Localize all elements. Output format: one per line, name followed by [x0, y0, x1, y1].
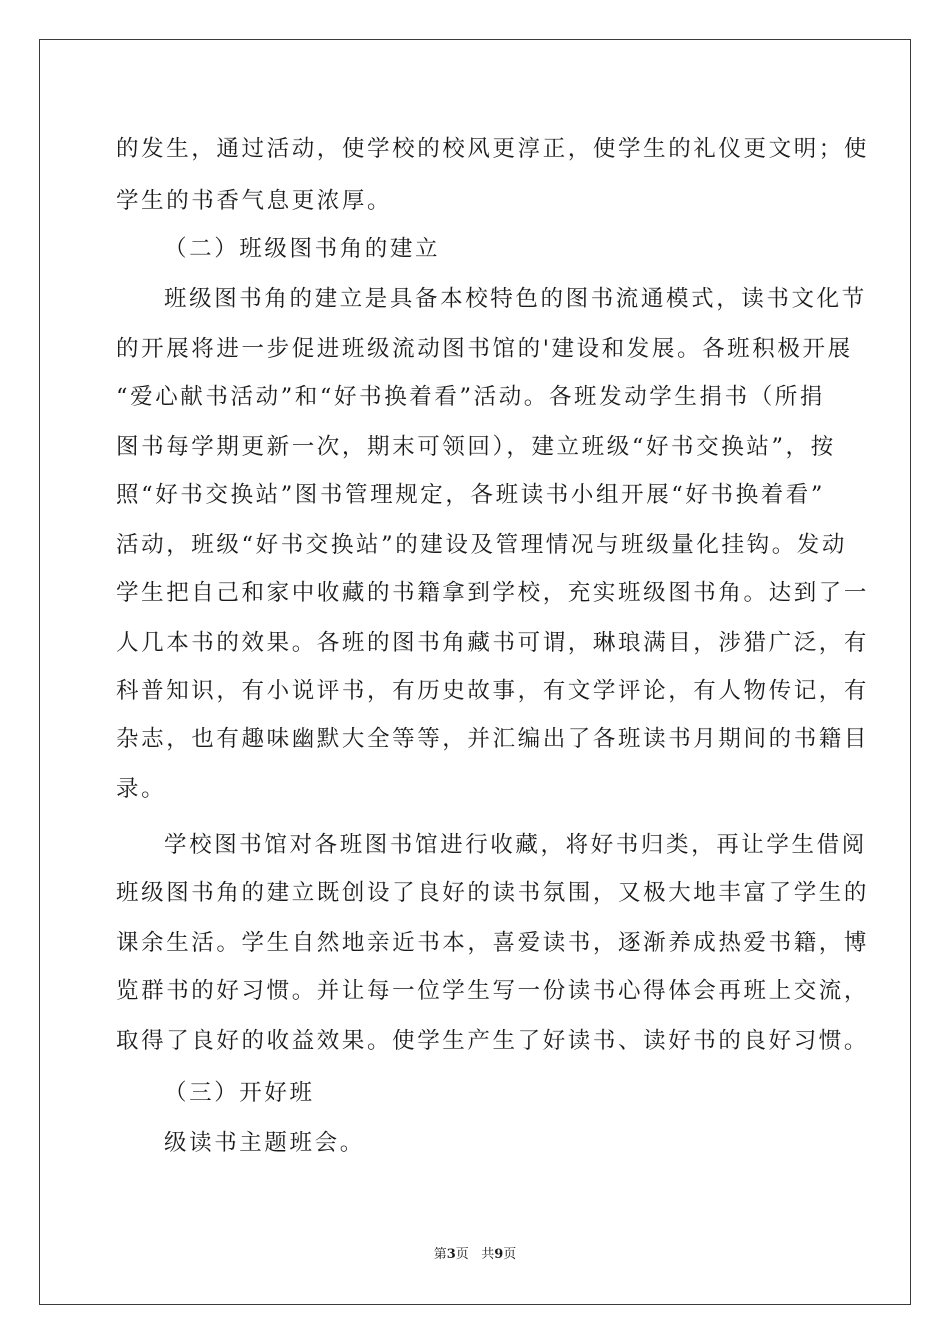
body-line: 览群书的好习惯。并让每一位学生写一份读书心得体会再班上交流， — [116, 978, 870, 1004]
total-suffix: 页 — [503, 1247, 517, 1262]
page-border — [39, 39, 911, 1305]
page-prefix: 第 — [433, 1247, 447, 1262]
body-line: 科普知识，有小说评书，有历史故事，有文学评论，有人物传记，有 — [116, 678, 870, 704]
body-line: 课余生活。学生自然地亲近书本，喜爱读书，逐渐养成热爱书籍，博 — [116, 930, 870, 956]
body-line: 班级图书角的建立是具备本校特色的图书流通模式，读书文化节 — [164, 286, 867, 312]
section-heading: （三）开好班 — [164, 1080, 315, 1106]
body-line: 活动，班级“好书交换站”的建设及管理情况与班级量化挂钩。发动 — [116, 532, 848, 558]
body-line: 照“好书交换站”图书管理规定，各班读书小组开展“好书换着看” — [116, 482, 826, 508]
page-footer — [0, 1246, 950, 1264]
body-line: 图书每学期更新一次，期末可领回），建立班级“好书交换站”，按 — [116, 434, 836, 460]
body-line: 取得了良好的收益效果。使学生产生了好读书、读好书的良好习惯。 — [116, 1028, 870, 1054]
total-pages: 9 — [494, 1247, 504, 1262]
body-line: 学校图书馆对各班图书馆进行收藏，将好书归类，再让学生借阅 — [164, 832, 867, 858]
total-prefix: 共 — [481, 1247, 495, 1262]
section-heading: （二）班级图书角的建立 — [164, 236, 441, 262]
body-line: 人几本书的效果。各班的图书角藏书可谓，琳琅满目，涉猎广泛，有 — [116, 630, 870, 656]
body-line: 杂志，也有趣味幽默大全等等，并汇编出了各班读书月期间的书籍目 — [116, 726, 870, 752]
body-line: 学生把自己和家中收藏的书籍拿到学校，充实班级图书角。达到了一 — [116, 580, 870, 606]
body-line: 的开展将进一步促进班级流动图书馆的'建设和发展。各班积极开展 — [116, 336, 853, 362]
page-number: 3 — [446, 1247, 456, 1262]
body-line: 录。 — [116, 776, 167, 802]
body-line: 级读书主题班会。 — [164, 1130, 365, 1156]
body-line: 学生的书香气息更浓厚。 — [116, 188, 393, 214]
page-suffix: 页 — [455, 1247, 469, 1262]
body-line: 班级图书角的建立既创设了良好的读书氛围，又极大地丰富了学生的 — [116, 880, 870, 906]
body-line: 的发生，通过活动，使学校的校风更淳正，使学生的礼仪更文明；使 — [116, 136, 870, 162]
body-line: “爱心献书活动”和“好书换着看”活动。各班发动学生捐书（所捐 — [116, 384, 826, 410]
